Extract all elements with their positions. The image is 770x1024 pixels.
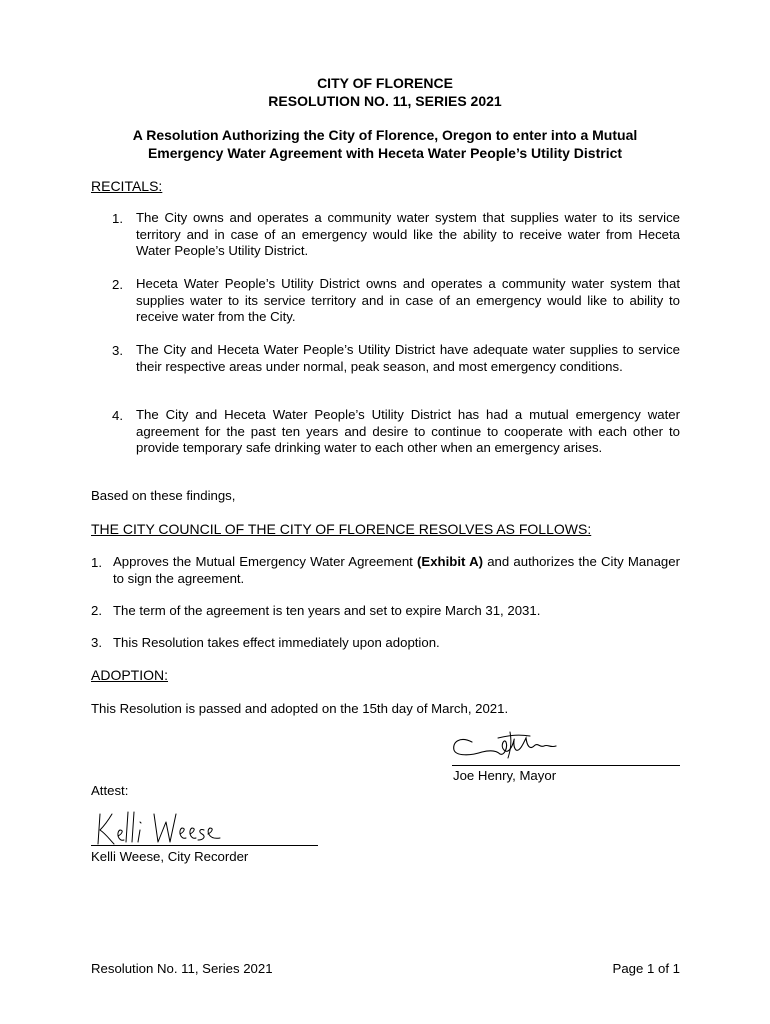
findings-text: Based on these findings,	[91, 488, 236, 503]
recorder-signature-line	[91, 845, 318, 846]
recitals-heading: RECITALS:	[91, 178, 163, 194]
subtitle-line-1: A Resolution Authorizing the City of Florence, Oregon to enter into a Mutual	[132, 127, 638, 143]
attest-label: Attest:	[91, 783, 129, 798]
resolve-text: and authorizes the City Manager to sign the agreement.	[113, 554, 680, 586]
subtitle-line-2: Emergency Water Agreement with Heceta Water People’s Utility District	[147, 145, 623, 161]
mayor-signature	[450, 728, 560, 764]
recital-item: The City and Heceta Water People’s Utility District has had a mutual emergency water agreement for the past ten years and desire to continue to cooperate with each other to provide temporary safe drinking water to each other when an emergency arises.	[136, 407, 680, 456]
adoption-heading: ADOPTION:	[91, 667, 169, 683]
recital-number: 1.	[112, 211, 123, 226]
resolution-subtitle	[100, 126, 670, 162]
exhibit-reference: (Exhibit A)	[417, 554, 484, 569]
resolve-number: 2.	[91, 603, 102, 618]
recital-item: Heceta Water People’s Utility District owns and operates a community water system that supplies water to its service territory and in case of an emergency would like to ability to receive water from the City.	[136, 276, 680, 325]
resolve-number: 1.	[91, 555, 102, 570]
recital-number: 4.	[112, 408, 123, 423]
recital-number: 2.	[112, 277, 123, 292]
adoption-text: This Resolution is passed and adopted on the 15th day of March, 2021.	[91, 701, 509, 716]
recorder-signature	[96, 808, 226, 848]
footer-page-number: Page 1 of 1	[612, 961, 680, 976]
recital-item: The City and Heceta Water People’s Utility District have adequate water supplies to service their respective areas under normal, peak season, and most emergency conditions.	[136, 342, 680, 374]
recorder-label: Kelli Weese, City Recorder	[91, 849, 249, 864]
resolve-text: Approves the Mutual Emergency Water Agreement	[113, 554, 418, 569]
resolution-number: RESOLUTION NO. 11, SERIES 2021	[268, 93, 502, 109]
resolve-item	[113, 554, 680, 587]
footer-resolution: Resolution No. 11, Series 2021	[91, 961, 273, 976]
resolve-item: The term of the agreement is ten years and set to expire March 31, 2031.	[113, 603, 541, 618]
resolve-item: This Resolution takes effect immediately upon adoption.	[113, 635, 440, 650]
recital-number: 3.	[112, 343, 123, 358]
resolve-number: 3.	[91, 635, 102, 650]
resolves-heading: THE CITY COUNCIL OF THE CITY OF FLORENCE RESOLVES AS FOLLOWS:	[91, 521, 592, 537]
mayor-label: Joe Henry, Mayor	[453, 768, 557, 783]
city-title: CITY OF FLORENCE	[317, 75, 453, 91]
mayor-signature-line	[452, 765, 680, 766]
recital-item: The City owns and operates a community water system that supplies water to its service territory and in case of an emergency would like the ability to receive water from Heceta Water People’s Utility District.	[136, 210, 680, 259]
